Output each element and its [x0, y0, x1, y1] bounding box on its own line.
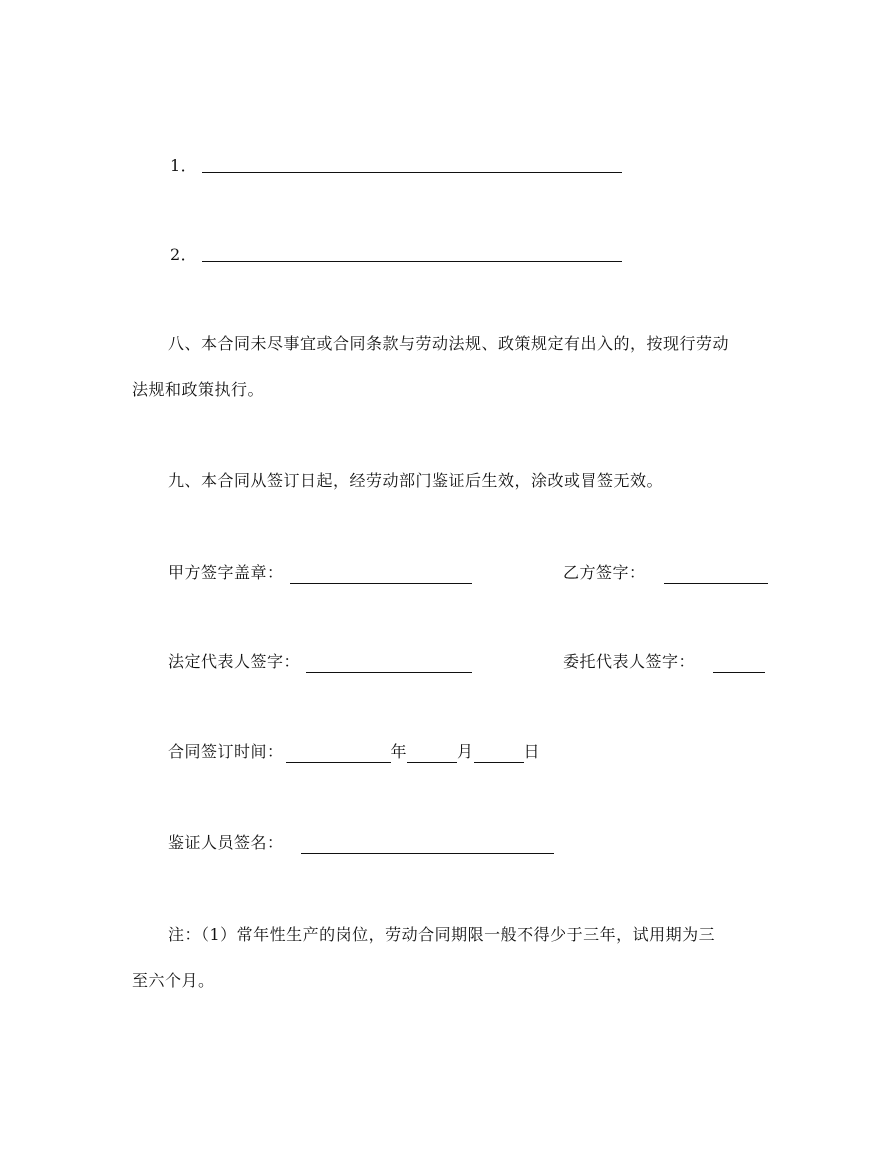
party-b-signature-field[interactable] — [664, 566, 768, 584]
legal-rep-signature-label: 法定代表人签字： — [168, 652, 301, 671]
party-a-signature-field[interactable] — [290, 566, 472, 584]
clause-8-line-2: 法规和政策执行。 — [132, 380, 265, 399]
blank-item-1-line[interactable] — [202, 172, 622, 173]
agent-signature-row — [563, 651, 765, 673]
clause-9-text: 九、本合同从签订日起，经劳动部门鉴证后生效，涂改或冒签无效。 — [168, 471, 664, 490]
clause-8-line-1: 八、本合同未尽事宜或合同条款与劳动法规、政策规定有出入的，按现行劳动 — [168, 334, 730, 353]
agent-signature-label: 委托代表人签字： — [563, 652, 696, 671]
verifier-signature-label: 鉴证人员签名： — [168, 833, 284, 852]
sign-date-day-field[interactable] — [474, 745, 524, 763]
sign-date-year-field[interactable] — [286, 745, 391, 763]
blank-item-2-line[interactable] — [202, 261, 622, 262]
blank-item-2-label: 2． — [170, 245, 198, 264]
party-a-signature-label: 甲方签字盖章： — [168, 563, 284, 582]
party-b-signature-label: 乙方签字： — [563, 563, 646, 582]
note-line-2: 至六个月。 — [132, 971, 215, 990]
sign-date-month-unit: 月 — [457, 742, 474, 761]
legal-rep-signature-row — [168, 651, 472, 673]
verifier-signature-field[interactable] — [301, 836, 554, 854]
sign-date-day-unit: 日 — [523, 742, 541, 761]
sign-date-row — [168, 741, 540, 763]
sign-date-label: 合同签订时间： — [168, 742, 284, 761]
sign-date-year-unit: 年 — [390, 742, 408, 761]
party-b-signature-row — [563, 562, 768, 584]
verifier-signature-row — [168, 832, 554, 854]
legal-rep-signature-field[interactable] — [306, 655, 472, 673]
blank-item-1-label: 1． — [170, 156, 198, 175]
note-line-1: 注：（1）常年性生产的岗位，劳动合同期限一般不得少于三年，试用期为三 — [168, 925, 716, 944]
party-a-signature-row — [168, 562, 472, 584]
agent-signature-field[interactable] — [713, 655, 765, 673]
sign-date-month-field[interactable] — [407, 745, 457, 763]
